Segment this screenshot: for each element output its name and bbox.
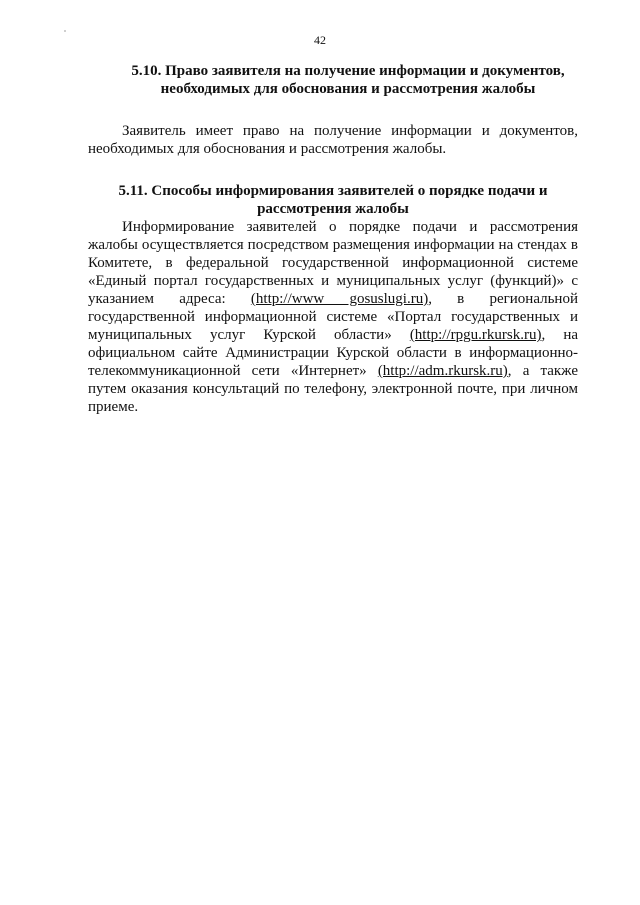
gosuslugi-link[interactable]: (http://www gosuslugi.ru): [250, 291, 429, 307]
section-5-11-body: [88, 218, 578, 416]
rpgu-link[interactable]: (http://rpgu.rkursk.ru): [409, 327, 542, 343]
section-5-10-body: Заявитель имеет право на получение информации и документов, необходимых для обоснования и рассмотрения жалобы.: [88, 123, 578, 157]
scan-speck: [64, 30, 66, 32]
section-5-11-heading-line1: 5.11. Способы информирования заявителей о порядке подачи и: [118, 183, 548, 199]
page-number: 42: [314, 33, 326, 47]
section-5-11-body-part3: , на официальном сайте Администрации Курской области в информационно-телекоммуникационной сети «Интернет»: [88, 327, 579, 379]
adm-link[interactable]: (http://adm.rkursk.ru): [377, 363, 508, 379]
section-5-10-heading-line2: необходимых для обоснования и рассмотрения жалобы: [160, 81, 536, 97]
section-5-11-body-part4: , а также путем оказания консультаций по телефону, электронной почте, при личном приеме.: [88, 363, 578, 415]
section-5-10-heading: [88, 62, 578, 98]
section-5-11-body-part1: Информирование заявителей о порядке подачи и рассмотрения жалобы осуществляется посредством размещения информации на стендах в Комитете, в федеральной государственной информационной системе «Единый портал государственных и муниципальных услуг (функций)» с указанием адреса:: [88, 219, 578, 307]
section-5-11-heading: [88, 182, 578, 218]
section-5-11-heading-line2: рассмотрения жалобы: [257, 201, 409, 217]
spacer: [88, 158, 578, 182]
section-5-11-body-part2: , в региональной государственной информационной системе «Портал государственных и муниципальных услуг Курской области»: [88, 291, 578, 343]
page-content: [88, 62, 578, 416]
section-5-10-heading-line1: 5.10. Право заявителя на получение информации и документов,: [131, 63, 565, 79]
spacer: [88, 98, 578, 122]
